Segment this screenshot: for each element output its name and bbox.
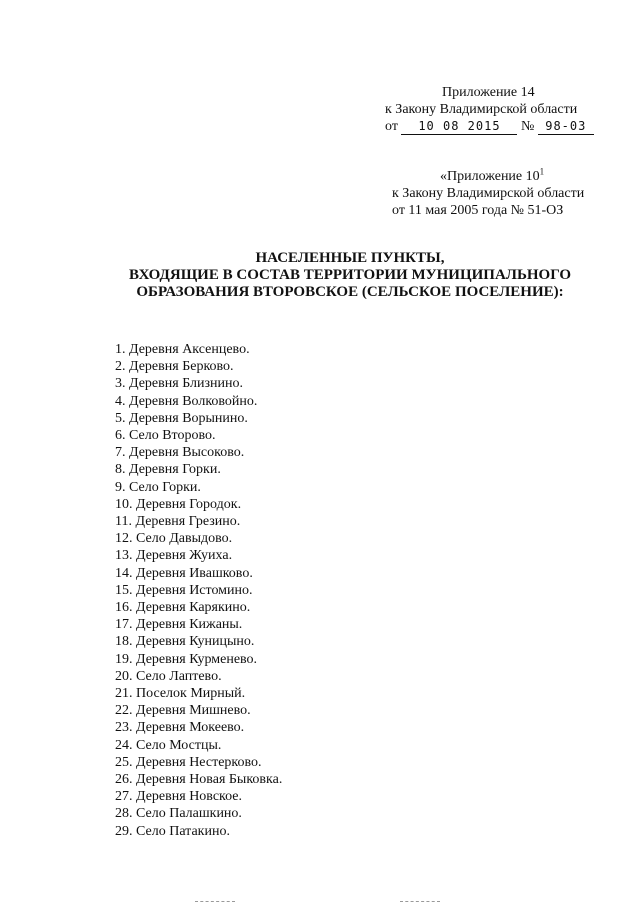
original-annex-header [392,168,584,219]
settlement-item: 15. Деревня Истомино. [115,582,253,598]
original-annex-title-text: «Приложение 10 [440,169,540,184]
settlement-item: 28. Село Палашкино. [115,806,242,822]
settlement-item: 23. Деревня Мокеево. [115,720,245,736]
settlement-item: 11. Деревня Грезино. [115,514,241,530]
settlement-item: 12. Село Давыдово. [115,531,233,547]
annex-header [385,84,594,135]
settlement-item: 25. Деревня Нестерково. [115,754,262,770]
from-label: от [385,119,398,134]
settlement-item: 3. Деревня Близнино. [115,376,244,392]
settlement-item: 5. Деревня Ворынино. [115,410,248,426]
settlement-item: 21. Поселок Мирный. [115,686,246,702]
settlement-item: 7. Деревня Высоково. [115,445,245,461]
settlement-item: 16. Деревня Карякино. [115,600,251,616]
settlement-item: 2. Деревня Берково. [115,359,234,375]
original-annex-law-reference: к Закону Владимирской области [392,186,585,201]
settlement-item: 6. Село Второво. [115,428,216,444]
scan-artifact [195,901,235,903]
number-label: № [520,119,535,134]
original-annex-date: от 11 мая 2005 года № 51-ОЗ [392,203,564,218]
annex-date-line [385,118,594,135]
heading-line-2: ВХОДЯЩИЕ В СОСТАВ ТЕРРИТОРИИ МУНИЦИПАЛЬНОГО [128,267,572,283]
heading-line-3: ОБРАЗОВАНИЯ ВТОРОВСКОЕ (СЕЛЬСКОЕ ПОСЕЛЕНИЕ): [136,284,564,300]
scan-artifact [400,901,440,903]
settlement-item: 22. Деревня Мишнево. [115,703,251,719]
settlement-item: 9. Село Горки. [115,479,201,495]
settlement-item: 24. Село Мостцы. [115,737,222,753]
date-stamp: 10 08 2015 [401,119,517,135]
document-heading [60,250,640,301]
settlement-list [115,341,282,840]
settlement-item: 4. Деревня Волковойно. [115,393,258,409]
settlement-item: 10. Деревня Городок. [115,496,242,512]
annex-title: Приложение 14 [442,85,535,100]
heading-line-1: НАСЕЛЕННЫЕ ПУНКТЫ, [255,250,445,266]
settlement-item: 26. Деревня Новая Быковка. [115,772,283,788]
settlement-item: 18. Деревня Куницыно. [115,634,255,650]
settlement-item: 29. Село Патакино. [115,823,230,839]
settlement-item: 13. Деревня Жуиха. [115,548,233,564]
settlement-item: 14. Деревня Ивашково. [115,565,253,581]
settlement-item: 17. Деревня Кижаны. [115,617,243,633]
settlement-item: 8. Деревня Горки. [115,462,221,478]
settlement-item: 19. Деревня Курменево. [115,651,258,667]
annex-law-reference: к Закону Владимирской области [385,102,578,117]
title-superscript: 1 [539,166,545,177]
number-stamp: 98-03 [538,119,594,135]
settlement-item: 27. Деревня Новское. [115,789,243,805]
original-annex-title [392,168,584,185]
settlement-item: 1. Деревня Аксенцево. [115,342,250,357]
settlement-item: 20. Село Лаптево. [115,668,222,684]
